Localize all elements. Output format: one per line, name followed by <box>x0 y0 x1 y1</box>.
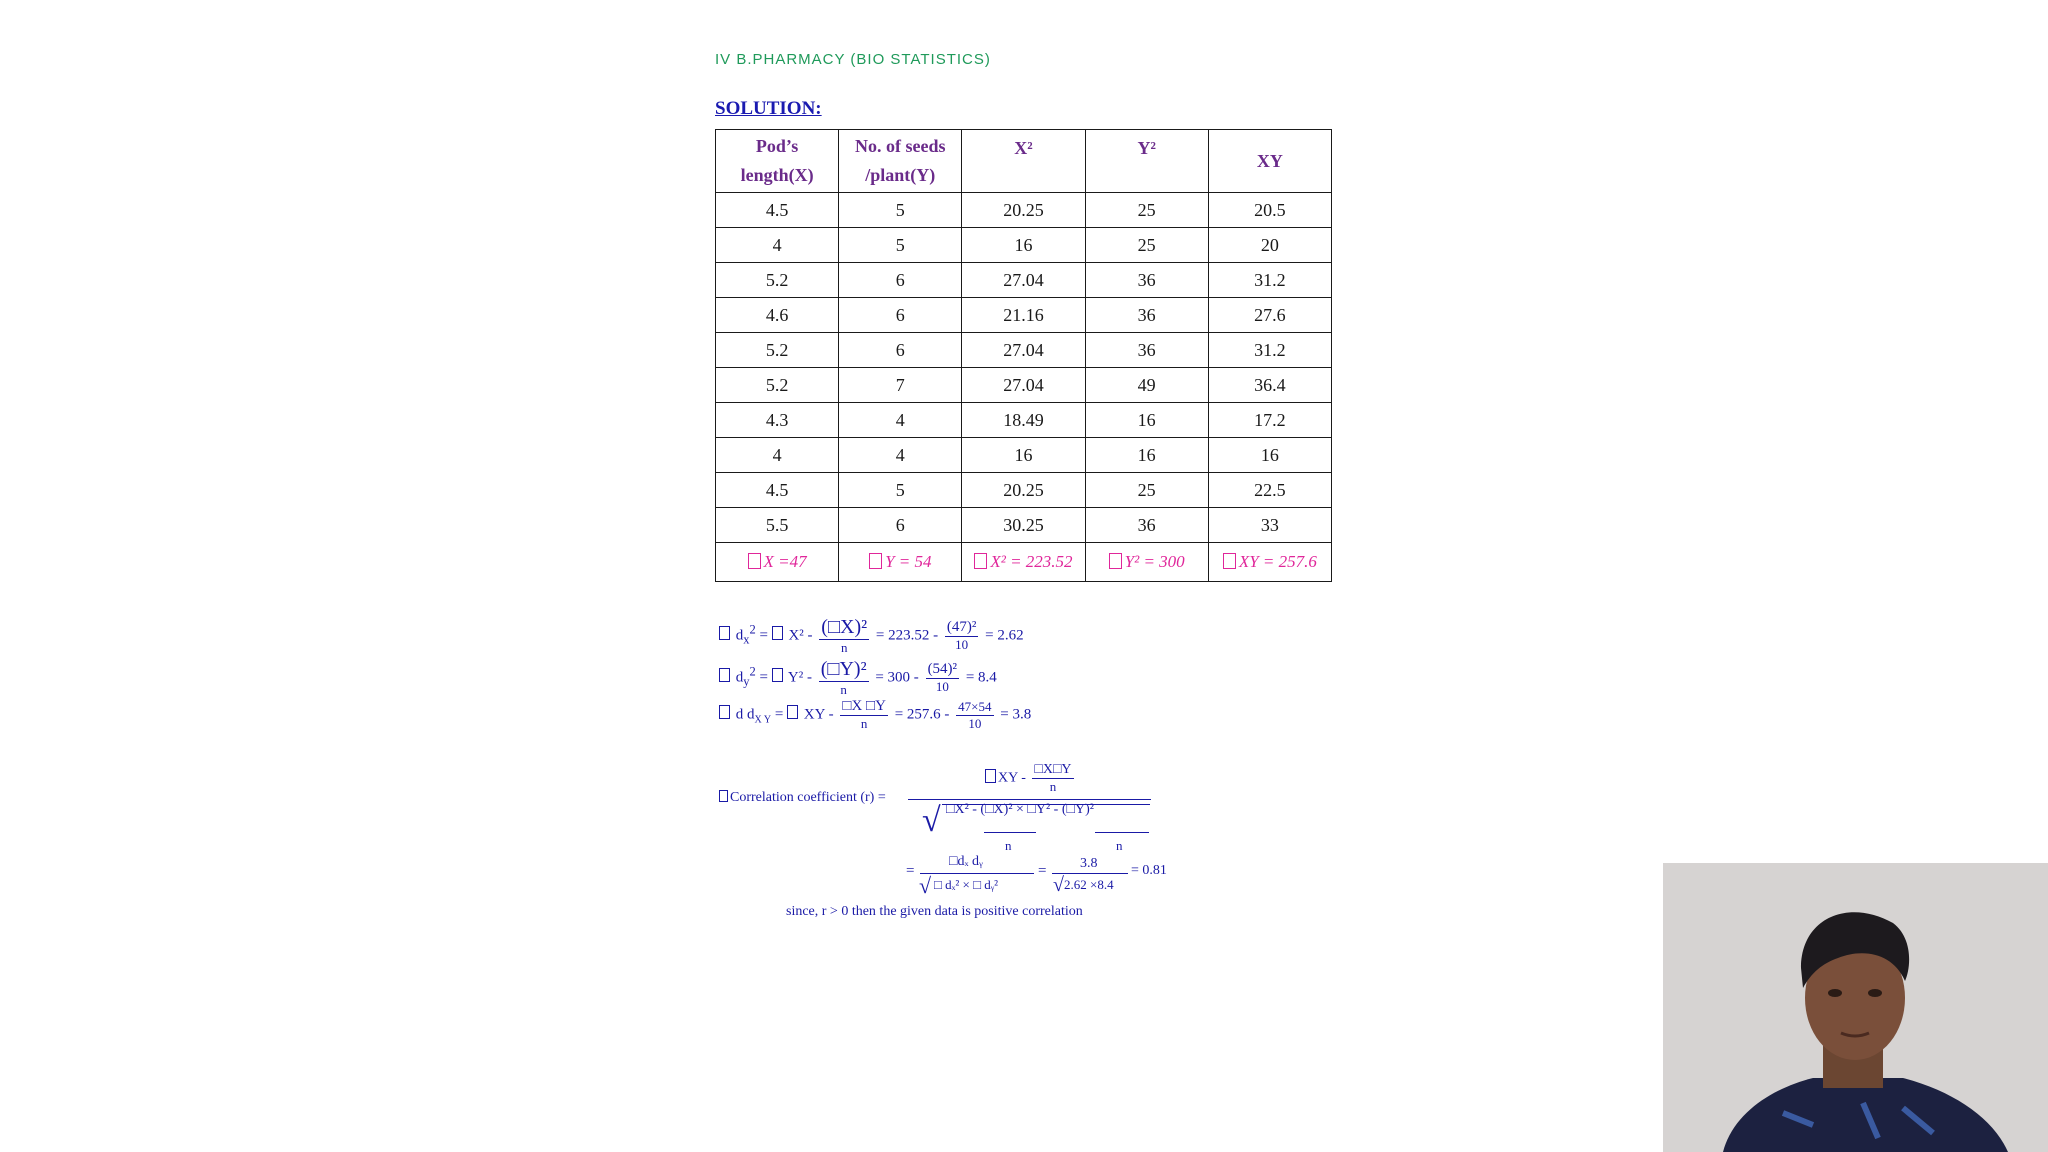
table-cell: 16 <box>1085 403 1208 438</box>
table-cell: 17.2 <box>1208 403 1331 438</box>
table-cell: 4 <box>716 438 839 473</box>
sqrt-symbol-3: √ <box>1053 874 1064 896</box>
table-cell: 36 <box>1085 508 1208 543</box>
table-cell: 16 <box>1085 438 1208 473</box>
formula-dx: $d_x^2 = X^2$ - $\frac{\text{(□X)²}}{n}$ = 223.52 - $\frac{\text{(47)²}}{10}$ = 2.62 <box>719 616 1024 656</box>
sum-symbol <box>787 705 798 719</box>
table-cell: 20.25 <box>962 473 1085 508</box>
table-cell: 6 <box>839 298 962 333</box>
table-row <box>716 263 1332 298</box>
total-cell: Y² = 300 <box>1085 543 1208 582</box>
table-cell: 4 <box>839 438 962 473</box>
table-row <box>716 403 1332 438</box>
table-row <box>716 228 1332 263</box>
sqrt-symbol-2: √ <box>919 873 932 898</box>
den-frac-bar-1 <box>984 832 1036 833</box>
table-cell: 6 <box>839 333 962 368</box>
formula-dy: $d_y^2 = Y^2$ - $\frac{\text{(□Y)²}}{n}$ = 300 - $\frac{\text{(54)²}}{10}$ = 8.4 <box>719 658 997 698</box>
table-cell: 18.49 <box>962 403 1085 438</box>
sum-symbol <box>985 769 996 783</box>
table-row <box>716 368 1332 403</box>
sum-symbol <box>719 790 728 802</box>
sum-symbol <box>1109 553 1122 569</box>
table-cell: 25 <box>1085 228 1208 263</box>
table-cell: 5.2 <box>716 368 839 403</box>
sum-symbol <box>719 668 730 682</box>
table-cell: 16 <box>1208 438 1331 473</box>
sum-symbol <box>772 626 783 640</box>
table-row <box>716 193 1332 228</box>
conclusion-text: since, r > 0 then the given data is positive correlation <box>786 904 1083 919</box>
table-cell: 36.4 <box>1208 368 1331 403</box>
sum-symbol <box>719 626 730 640</box>
table-cell: 16 <box>962 228 1085 263</box>
correlation-numerator: XY - $\frac{□X□Y}{n}$ <box>985 762 1077 795</box>
header-x2: X² <box>962 130 1085 193</box>
table-cell: 49 <box>1085 368 1208 403</box>
correlation-denominator: □X² - (□X)² × □Y² - (□Y)² <box>946 802 1094 817</box>
total-cell: X =47 <box>716 543 839 582</box>
table-header-row <box>716 130 1332 193</box>
table-cell: 36 <box>1085 298 1208 333</box>
table-cell: 27.6 <box>1208 298 1331 333</box>
table-cell: 5.2 <box>716 333 839 368</box>
formula-dxdy: d $d_{X Y}$ = XY - $\frac{□X □Y}{n}$ = 257.6 - $\frac{47\times 54}{10}$ = 3.8 <box>719 698 1031 732</box>
step2-bar <box>920 873 1034 874</box>
fraction: $\frac{\text{(□X)²}}{n}$ <box>821 616 868 655</box>
step2-denominator: □ dₓ² × □ dᵧ² <box>934 877 999 892</box>
sum-symbol <box>719 705 730 719</box>
sum-symbol <box>1223 553 1236 569</box>
table-cell: 20.25 <box>962 193 1085 228</box>
table-cell: 4.6 <box>716 298 839 333</box>
table-cell: 5 <box>839 228 962 263</box>
table-cell: 30.25 <box>962 508 1085 543</box>
correlation-label: Correlation coefficient (r) = <box>719 790 886 806</box>
header-y2: Y² <box>1085 130 1208 193</box>
fraction: $\frac{\text{(54)²}}{10}$ <box>927 661 958 694</box>
table-cell: 36 <box>1085 263 1208 298</box>
den-n-1: n <box>1005 838 1012 853</box>
step2-equals-2: = <box>1038 863 1047 879</box>
table-cell: 33 <box>1208 508 1331 543</box>
table-cell: 4 <box>839 403 962 438</box>
step2-denominator-2: 2.62 ×8.4 <box>1064 877 1114 892</box>
solution-title: SOLUTION: <box>715 98 822 119</box>
table-cell: 4 <box>716 228 839 263</box>
totals-row <box>716 543 1332 582</box>
table-cell: 31.2 <box>1208 333 1331 368</box>
table-cell: 5 <box>839 473 962 508</box>
table-row <box>716 438 1332 473</box>
table-cell: 5.5 <box>716 508 839 543</box>
step2-result: = 0.81 <box>1131 863 1167 878</box>
table-row <box>716 508 1332 543</box>
table-cell: 22.5 <box>1208 473 1331 508</box>
table-cell: 21.16 <box>962 298 1085 333</box>
fraction: $\frac{\text{(□Y)²}}{n}$ <box>820 658 867 697</box>
sum-symbol <box>772 668 783 682</box>
table-row <box>716 473 1332 508</box>
fraction: $\frac{47\times 54}{10}$ <box>958 698 992 731</box>
table-cell: 5 <box>839 193 962 228</box>
webcam-video <box>1663 863 2048 1152</box>
header-xy: XY <box>1208 130 1331 193</box>
total-cell: XY = 257.6 <box>1208 543 1331 582</box>
table-cell: 25 <box>1085 193 1208 228</box>
table-cell: 25 <box>1085 473 1208 508</box>
header-x: Pod’s length(X) <box>716 130 839 193</box>
table-cell: 16 <box>962 438 1085 473</box>
table-cell: 20.5 <box>1208 193 1331 228</box>
table-cell: 31.2 <box>1208 263 1331 298</box>
fraction: $\frac{\text{(47)²}}{10}$ <box>946 619 977 652</box>
table-cell: 36 <box>1085 333 1208 368</box>
table-cell: 4.3 <box>716 403 839 438</box>
table-cell: 27.04 <box>962 263 1085 298</box>
table-cell: 4.5 <box>716 473 839 508</box>
fraction: $\frac{□X □Y}{n}$ <box>842 698 886 731</box>
table-cell: 7 <box>839 368 962 403</box>
header-y: No. of seeds /plant(Y) <box>839 130 962 193</box>
table-cell: 27.04 <box>962 368 1085 403</box>
table-cell: 27.04 <box>962 333 1085 368</box>
step2-equals: = <box>906 863 915 879</box>
total-cell: X² = 223.52 <box>962 543 1085 582</box>
sum-symbol <box>869 553 882 569</box>
correlation-fraction-bar <box>908 799 1151 800</box>
sum-symbol <box>974 553 987 569</box>
step2-numerator-2: 3.8 <box>1080 856 1098 871</box>
den-frac-bar-2 <box>1095 832 1149 833</box>
step2-numerator: □dₓ dᵧ <box>949 854 983 869</box>
table-cell: 6 <box>839 263 962 298</box>
table-cell: 20 <box>1208 228 1331 263</box>
page-header: IV B.PHARMACY (BIO STATISTICS) <box>715 51 991 68</box>
table-cell: 5.2 <box>716 263 839 298</box>
data-table <box>715 129 1332 582</box>
presenter-image <box>1663 863 2048 1152</box>
table-cell: 4.5 <box>716 193 839 228</box>
fraction: $\frac{□X□Y}{n}$ <box>1034 762 1072 794</box>
table-row <box>716 298 1332 333</box>
table-row <box>716 333 1332 368</box>
total-cell: Y = 54 <box>839 543 962 582</box>
sqrt-symbol: √ <box>922 802 941 839</box>
den-n-2: n <box>1116 838 1123 853</box>
table-cell: 6 <box>839 508 962 543</box>
sum-symbol <box>748 553 761 569</box>
